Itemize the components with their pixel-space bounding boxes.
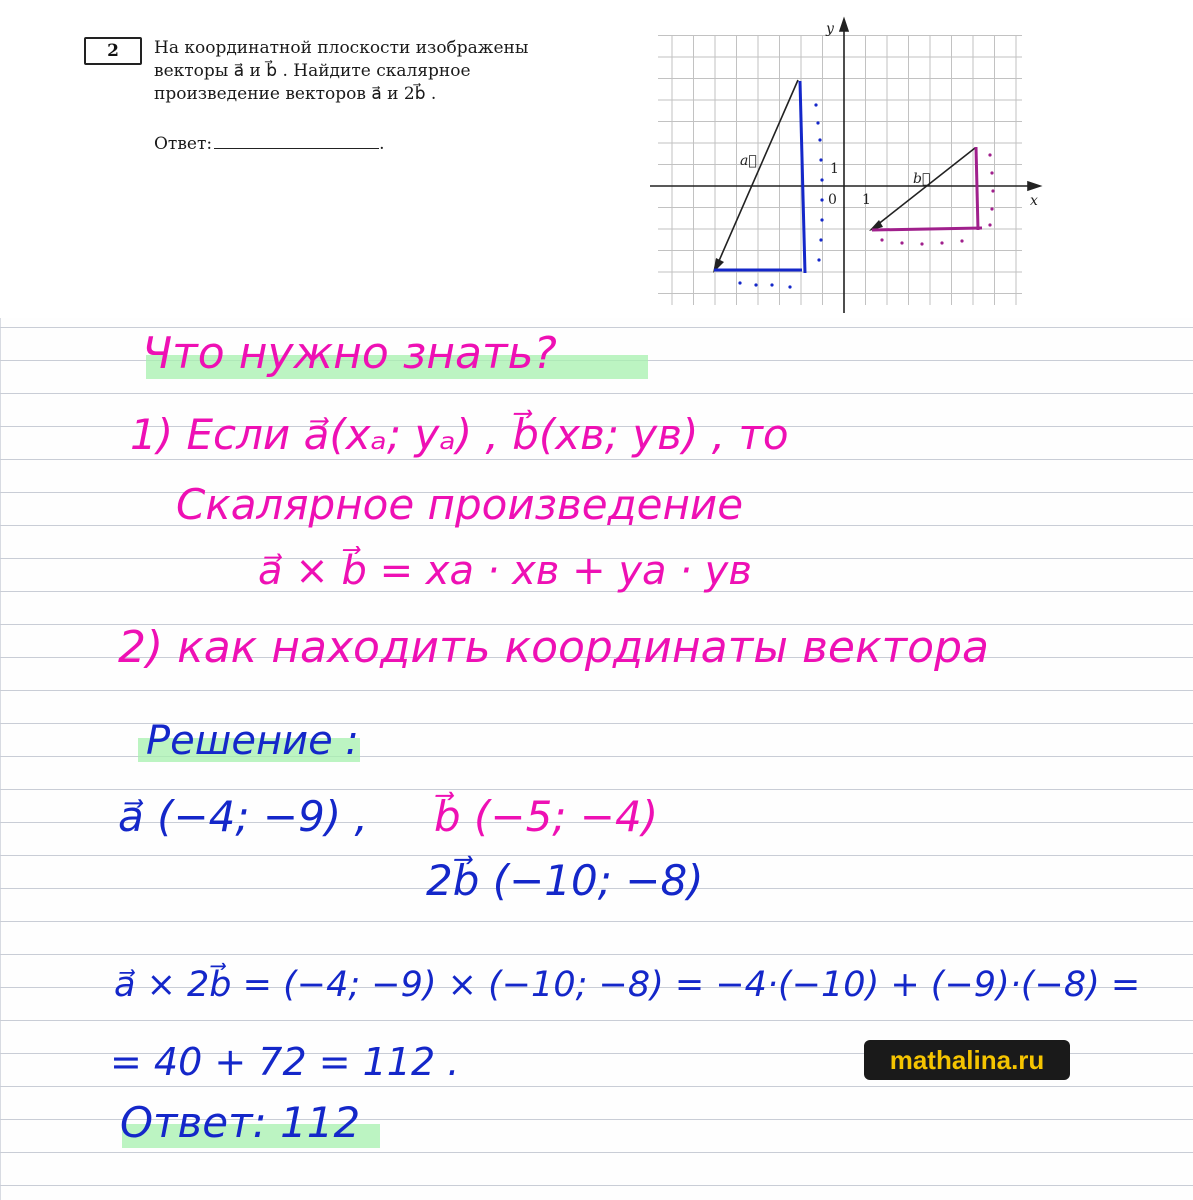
origin-label: 0 bbox=[828, 192, 837, 208]
vector-a-label: a⃗ bbox=[740, 153, 757, 169]
unit-y-label: 1 bbox=[830, 161, 839, 177]
x-axis-arrow bbox=[1028, 182, 1040, 190]
solution-heading: Решение : bbox=[146, 718, 359, 764]
answer-label: Ответ: bbox=[154, 134, 213, 154]
dot-product-formula: a⃗ × b⃗ = xа · xв + yа · yв bbox=[258, 548, 752, 594]
vector-2b-coords: 2b⃗ (−10; −8) bbox=[426, 856, 704, 905]
coordinate-plane bbox=[650, 15, 1050, 315]
y-axis-arrow bbox=[840, 19, 848, 31]
y-axis-label: y bbox=[826, 21, 834, 37]
vector-b-coords: b⃗ (−5; −4) bbox=[434, 792, 659, 841]
vector-a-coords: a⃗ (−4; −9) , bbox=[118, 792, 368, 841]
grid bbox=[658, 35, 1022, 305]
b-vertical-leg bbox=[976, 147, 978, 230]
task-number: 2 bbox=[84, 37, 142, 65]
task-line: векторы a⃗ и b⃗ . Найдите скалярное bbox=[154, 61, 471, 81]
answer-blank bbox=[214, 133, 379, 149]
rule-1-continued: Скалярное произведение bbox=[176, 480, 744, 529]
axes bbox=[650, 19, 1040, 313]
task-statement bbox=[154, 37, 622, 106]
brand-watermark: mathalina.ru bbox=[864, 1040, 1070, 1080]
x-axis-label: x bbox=[1030, 193, 1038, 209]
final-answer: Ответ: 112 bbox=[120, 1098, 361, 1147]
vector-b-label: b⃗ bbox=[913, 171, 931, 187]
what-to-know-heading: Что нужно знать? bbox=[142, 328, 557, 379]
calculation-line: a⃗ × 2b⃗ = (−4; −9) × (−10; −8) = −4·(−10) + (−9)·(−8) = bbox=[114, 965, 1141, 1005]
vector-a bbox=[715, 80, 798, 270]
answer-end: . bbox=[379, 134, 385, 154]
a-dots bbox=[738, 103, 823, 288]
calculation-result: = 40 + 72 = 112 . bbox=[110, 1040, 460, 1084]
task-line: На координатной плоскости изображены bbox=[154, 38, 529, 58]
answer-field bbox=[154, 133, 385, 154]
unit-x-label: 1 bbox=[862, 192, 871, 208]
b-horizontal-leg bbox=[872, 228, 982, 230]
task-line: произведение векторов a⃗ и 2b⃗ . bbox=[154, 84, 437, 104]
rule-1: 1) Если a⃗(xₐ; yₐ) , b⃗(xв; yв) , то bbox=[130, 410, 789, 459]
rule-2: 2) как находить координаты вектора bbox=[118, 622, 989, 673]
